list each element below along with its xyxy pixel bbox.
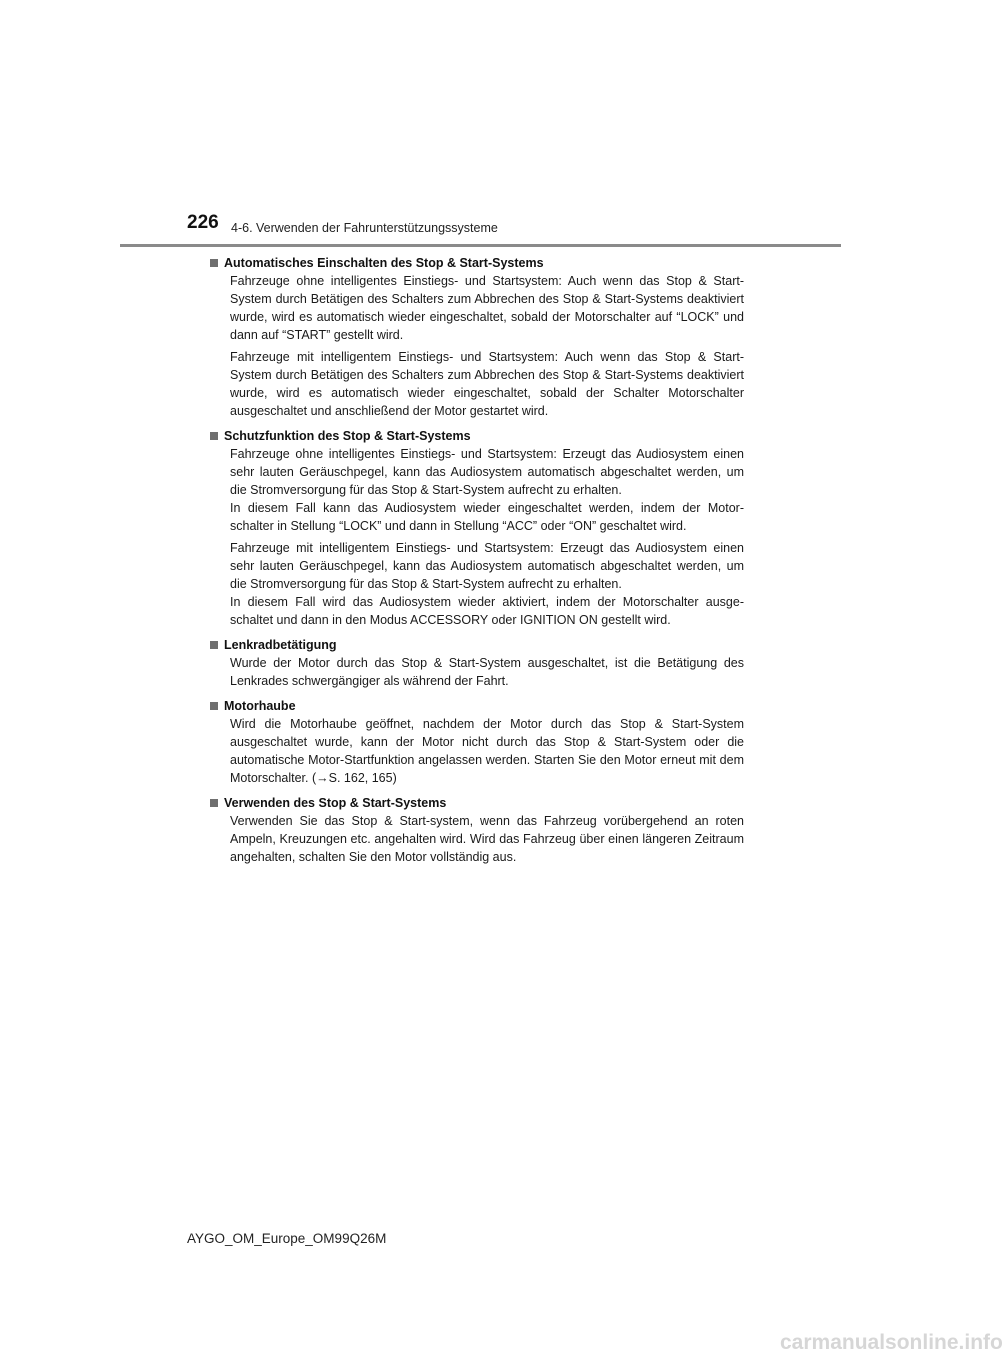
section-heading-text: Automatisches Einschalten des Stop & Start-Systems [224,255,544,270]
paragraph: Fahrzeuge ohne intelligentes Einstiegs- und Startsystem: Auch wenn das Stop & Start-System durch Betätigen des Schalters zum Abbrechen des Stop & Start-Systems deaktiviert wurde, wird es automatisch wieder eingeschaltet, sobald der Motorschalter auf “LOCK” und dann auf “START” gestellt wird. [230,274,744,342]
page-content [210,253,744,872]
section-heading [210,635,744,654]
header-divider [120,244,841,247]
section-heading [210,696,744,715]
square-bullet-icon [210,702,218,710]
section-auto-restart [210,253,744,424]
section-heading-text: Schutzfunktion des Stop & Start-Systems [224,428,471,443]
paragraph: Wird die Motorhaube geöffnet, nachdem der Motor durch das Stop & Start-System ausgeschaltet wurde, kann der Motor nicht durch das Stop & Start-System oder die automatische Motor-Startfunktion angelassen werden. Starten Sie den Motor erneut mit dem Motorschalter. (→S. 162, 165) [230,717,744,785]
page-header [0,0,960,250]
section-protection-function [210,426,744,633]
paragraph: Fahrzeuge ohne intelligentes Einstiegs- und Startsystem: Erzeugt das Audiosystem einen sehr lauten Geräuschpegel, kann das Audiosystem automatisch abgeschaltet werden, um die Stromversorgung für das Stop & Start-System aufrecht zu erhalten. [230,447,744,497]
square-bullet-icon [210,641,218,649]
section-heading-text: Motorhaube [224,698,296,713]
section-title: 4-6. Verwenden der Fahrunterstützungssysteme [231,221,498,235]
section-heading [210,793,744,812]
section-heading-text: Lenkradbetätigung [224,637,337,652]
paragraph: Wurde der Motor durch das Stop & Start-System ausgeschaltet, ist die Betätigung des Lenkrades schwergängiger als während der Fahrt. [230,656,744,688]
square-bullet-icon [210,259,218,267]
paragraph: Fahrzeuge mit intelligentem Einstiegs- und Startsystem: Erzeugt das Audiosystem einen sehr lauten Geräuschpegel, kann das Audiosystem automatisch abgeschaltet werden, um die Stromversorgung für das Stop & Start-System aufrecht zu erhalten. [230,541,744,591]
watermark: carmanualsonline.info [780,1331,1003,1354]
paragraph: In diesem Fall wird das Audiosystem wieder aktiviert, indem der Motorschalter ausge-schaltet und dann in den Modus ACCESSORY oder IGNITION ON gestellt wird. [230,595,744,627]
paragraph: In diesem Fall kann das Audiosystem wieder eingeschaltet werden, indem der Motor-schalter in Stellung “LOCK” und dann in Stellung “ACC” oder “ON” geschaltet wird. [230,501,744,533]
section-steering [210,635,744,694]
section-heading [210,426,744,445]
square-bullet-icon [210,799,218,807]
manual-code: AYGO_OM_Europe_OM99Q26M [187,1231,387,1246]
section-heading-text: Verwenden des Stop & Start-Systems [224,795,447,810]
section-hood [210,696,744,791]
square-bullet-icon [210,432,218,440]
page-number: 226 [187,212,219,233]
paragraph: Verwenden Sie das Stop & Start-system, wenn das Fahrzeug vorübergehend an roten Ampeln, Kreuzungen etc. angehalten wird. Wird das Fahrzeug über einen längeren Zeitraum angehalten, schalten Sie den Motor vollständig aus. [230,814,744,864]
section-usage [210,793,744,870]
section-heading [210,253,744,272]
paragraph: Fahrzeuge mit intelligentem Einstiegs- und Startsystem: Auch wenn das Stop & Start-System durch Betätigen des Schalters zum Abbrechen des Stop & Start-Systems deaktiviert wurde, wird es automatisch wieder eingeschaltet, sobald der Schalter Motorschalter ausgeschaltet und anschließend der Motor gestartet wird. [230,350,744,418]
